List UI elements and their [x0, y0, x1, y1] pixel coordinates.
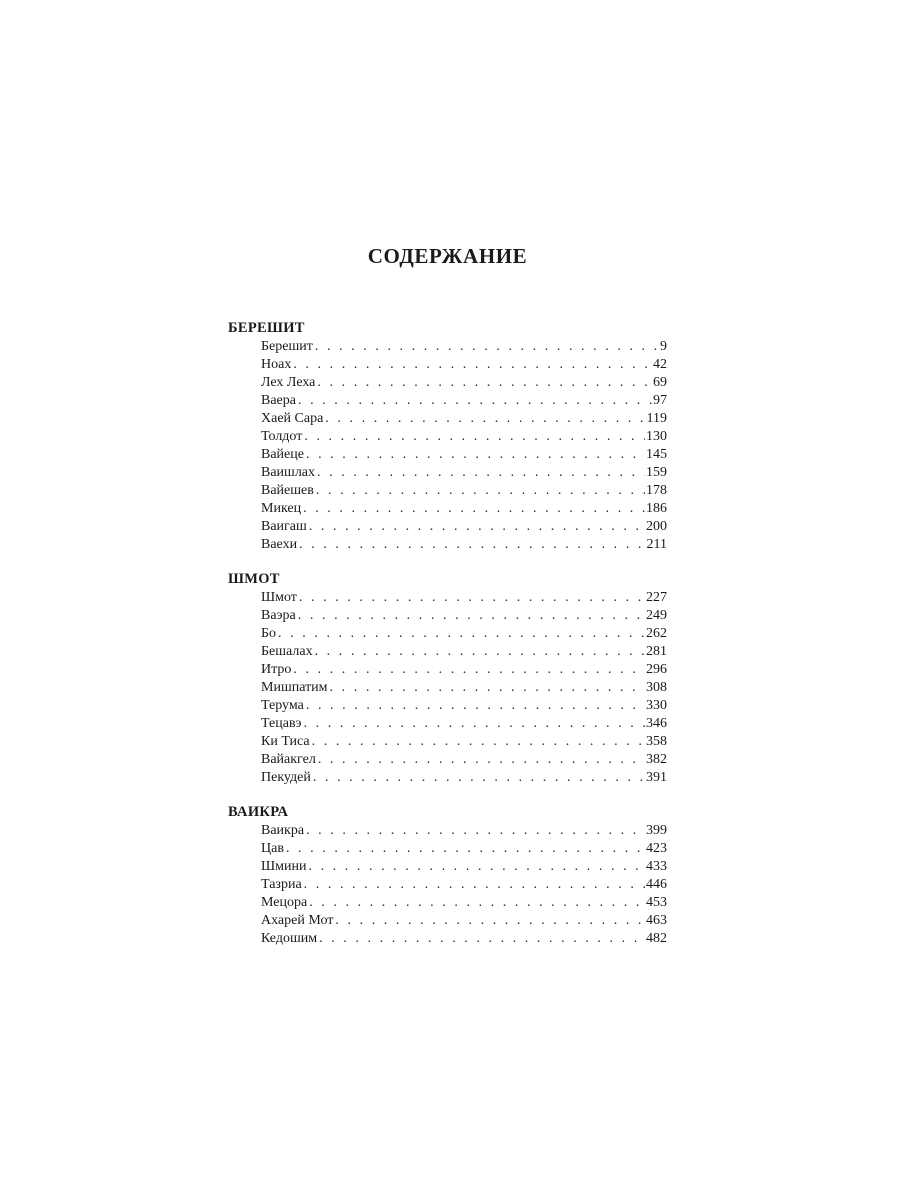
- toc-entry-title: Хаей Сара: [261, 411, 324, 426]
- dot-leader: [317, 464, 645, 482]
- toc-entry-page-number: 178: [646, 483, 667, 498]
- dot-leader: [313, 769, 645, 787]
- dot-leader: [293, 661, 645, 679]
- toc-entry: [261, 446, 667, 464]
- section-heading: БЕРЕШИТ: [228, 320, 305, 336]
- toc-entry-page-number: 227: [646, 590, 667, 605]
- toc-entry: [261, 518, 667, 536]
- toc-entry-title: Лех Леха: [261, 375, 316, 390]
- toc-entry-page-number: 463: [646, 913, 667, 928]
- dot-leader: [304, 876, 645, 894]
- dot-leader: [330, 679, 645, 697]
- toc-entry-title: Тазриа: [261, 877, 302, 892]
- dot-leader: [309, 518, 645, 536]
- toc-entry: [261, 643, 667, 661]
- toc-entry-title: Цав: [261, 841, 284, 856]
- dot-leader: [316, 482, 645, 500]
- dot-leader: [317, 374, 652, 392]
- toc-entry-page-number: 200: [646, 519, 667, 534]
- toc-entry: [261, 930, 667, 948]
- toc-entry-page-number: 9: [660, 339, 667, 354]
- toc-entry-title: Шмини: [261, 859, 307, 874]
- dot-leader: [325, 410, 645, 428]
- toc-entry-title: Мецора: [261, 895, 308, 910]
- toc-entry-title: Бо: [261, 626, 277, 641]
- toc-entry-page-number: 423: [646, 841, 667, 856]
- toc-entry-title: Ки Тиса: [261, 734, 310, 749]
- toc-entry: [261, 356, 667, 374]
- toc-entry-page-number: 281: [646, 644, 667, 659]
- toc-entry: [261, 822, 667, 840]
- dot-leader: [298, 607, 645, 625]
- dot-leader: [309, 894, 645, 912]
- toc-entry-title: Ваикра: [261, 823, 305, 838]
- toc-entry-page-number: 308: [646, 680, 667, 695]
- table-of-contents: [228, 319, 668, 964]
- toc-entry-page-number: 446: [646, 877, 667, 892]
- dot-leader: [286, 840, 645, 858]
- toc-entry-page-number: 186: [646, 501, 667, 516]
- toc-entry: [261, 589, 667, 607]
- dot-leader: [306, 697, 645, 715]
- toc-entry-title: Шмот: [261, 590, 297, 605]
- toc-entry-title: Ваигаш: [261, 519, 307, 534]
- toc-entry-title: Берешит: [261, 339, 313, 354]
- toc-entry-page-number: 145: [646, 447, 667, 462]
- toc-entry: [261, 840, 667, 858]
- dot-leader: [308, 858, 645, 876]
- page-title: СОДЕРЖАНИЕ: [367, 244, 528, 268]
- toc-entry-page-number: 249: [646, 608, 667, 623]
- toc-entry-page-number: 130: [646, 429, 667, 444]
- toc-entry-title: Ваэра: [261, 608, 296, 623]
- toc-entry-title: Микец: [261, 501, 302, 516]
- toc-entry: [261, 661, 667, 679]
- toc-entry-page-number: 159: [646, 465, 667, 480]
- toc-entry-title: Итро: [261, 662, 292, 677]
- dot-leader: [306, 822, 645, 840]
- toc-entry-title: Пекудей: [261, 770, 311, 785]
- dot-leader: [303, 500, 645, 518]
- toc-entry: [261, 912, 667, 930]
- dot-leader: [304, 715, 645, 733]
- toc-entry: [261, 697, 667, 715]
- dot-leader: [293, 356, 652, 374]
- toc-entry-title: Бешалах: [261, 644, 313, 659]
- toc-entry-page-number: 42: [653, 357, 667, 372]
- toc-entry: [261, 464, 667, 482]
- toc-entry: [261, 858, 667, 876]
- toc-entry-title: Мишпатим: [261, 680, 328, 695]
- dot-leader: [278, 625, 645, 643]
- section-heading: ВАИКРА: [228, 804, 289, 820]
- dot-leader: [318, 751, 645, 769]
- toc-entry-list: [228, 338, 668, 554]
- dot-leader: [306, 446, 645, 464]
- toc-entry-page-number: 346: [646, 716, 667, 731]
- toc-entry-list: [228, 589, 668, 787]
- toc-entry-title: Вайакгел: [261, 752, 316, 767]
- toc-entry-page-number: 482: [646, 931, 667, 946]
- toc-entry-list: [228, 822, 668, 948]
- dot-leader: [319, 930, 645, 948]
- toc-entry: [261, 428, 667, 446]
- toc-entry-page-number: 211: [646, 537, 667, 552]
- toc-entry-title: Вайешев: [261, 483, 314, 498]
- toc-entry: [261, 751, 667, 769]
- dot-leader: [299, 536, 645, 554]
- dot-leader: [304, 428, 645, 446]
- toc-entry: [261, 536, 667, 554]
- toc-entry: [261, 482, 667, 500]
- dot-leader: [315, 643, 645, 661]
- toc-entry: [261, 715, 667, 733]
- toc-entry: [261, 500, 667, 518]
- toc-entry-page-number: 69: [653, 375, 667, 390]
- toc-entry-page-number: 262: [646, 626, 667, 641]
- dot-leader: [298, 392, 652, 410]
- toc-entry-title: Кедошим: [261, 931, 318, 946]
- toc-entry: [261, 338, 667, 356]
- toc-entry-page-number: 358: [646, 734, 667, 749]
- toc-section: [228, 319, 668, 554]
- dot-leader: [335, 912, 645, 930]
- toc-entry-title: Ваехи: [261, 537, 298, 552]
- toc-entry-page-number: 296: [646, 662, 667, 677]
- toc-entry-title: Тецавэ: [261, 716, 302, 731]
- toc-entry: [261, 876, 667, 894]
- toc-entry-title: Терума: [261, 698, 304, 713]
- toc-entry: [261, 769, 667, 787]
- toc-entry-page-number: 330: [646, 698, 667, 713]
- toc-entry: [261, 607, 667, 625]
- toc-entry: [261, 392, 667, 410]
- dot-leader: [315, 338, 659, 356]
- toc-entry-page-number: 453: [646, 895, 667, 910]
- toc-entry: [261, 374, 667, 392]
- toc-entry-page-number: 399: [646, 823, 667, 838]
- toc-entry-title: Толдот: [261, 429, 303, 444]
- toc-section: [228, 570, 668, 787]
- toc-entry-page-number: 97: [653, 393, 667, 408]
- toc-entry: [261, 410, 667, 428]
- toc-entry: [261, 679, 667, 697]
- toc-entry-page-number: 391: [646, 770, 667, 785]
- toc-entry-page-number: 119: [646, 411, 667, 426]
- dot-leader: [299, 589, 645, 607]
- toc-entry: [261, 625, 667, 643]
- toc-entry-page-number: 433: [646, 859, 667, 874]
- section-heading: ШМОТ: [228, 571, 280, 587]
- toc-entry-title: Ваера: [261, 393, 296, 408]
- toc-entry-title: Ноах: [261, 357, 292, 372]
- toc-entry: [261, 733, 667, 751]
- toc-entry-title: Вайеце: [261, 447, 304, 462]
- toc-section: [228, 803, 668, 948]
- toc-entry-title: Ваишлах: [261, 465, 316, 480]
- dot-leader: [312, 733, 645, 751]
- toc-entry: [261, 894, 667, 912]
- toc-entry-title: Ахарей Мот: [261, 913, 334, 928]
- toc-entry-page-number: 382: [646, 752, 667, 767]
